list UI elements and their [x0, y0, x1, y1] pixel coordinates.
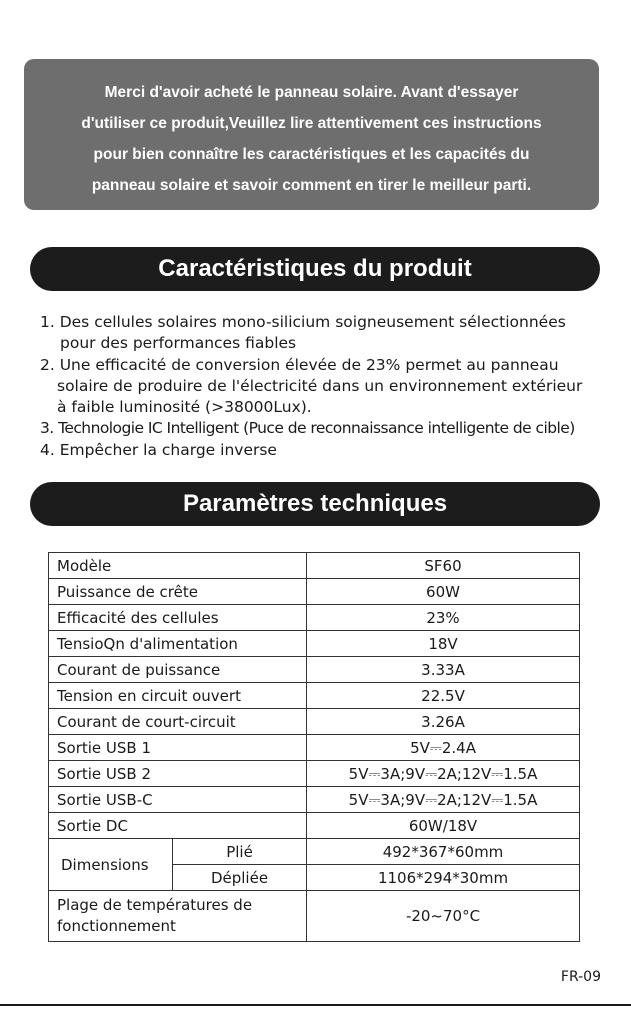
features-heading: Caractéristiques du produit	[30, 247, 600, 291]
temperature-value: -20~70°C	[307, 891, 580, 942]
table-row	[49, 839, 580, 865]
table-row	[49, 683, 580, 709]
dimensions-label: Dimensions	[49, 839, 173, 891]
table-row	[49, 761, 580, 787]
features-list	[40, 312, 615, 461]
table-row	[49, 631, 580, 657]
bottom-divider	[0, 1004, 631, 1006]
intro-line: panneau solaire et savoir comment en tirer le meilleur parti.	[91, 177, 532, 194]
feature-item: 4. Empêcher la charge inverse	[40, 440, 277, 459]
intro-line: Merci d'avoir acheté le panneau solaire. Avant d'essayer	[104, 84, 519, 101]
dimensions-unfolded-label: Dépliée	[173, 865, 307, 891]
spec-label: TensioQn d'alimentation	[49, 631, 307, 657]
table-row	[49, 813, 580, 839]
table-row	[49, 891, 580, 942]
feature-item: 1. Des cellules solaires mono-silicium soigneusement sélectionnées	[40, 313, 566, 331]
specs-table	[48, 552, 580, 942]
spec-value: 60W	[307, 579, 580, 605]
spec-value: 5V⎓3A;9V⎓2A;12V⎓1.5A	[307, 761, 580, 787]
temperature-label-line: Plage de températures de	[57, 896, 253, 914]
spec-label: Sortie USB-C	[49, 787, 307, 813]
feature-item: 2. Une efficacité de conversion élevée de 23% permet au panneau	[40, 355, 559, 374]
spec-label: Puissance de crête	[49, 579, 307, 605]
spec-value: SF60	[307, 553, 580, 579]
spec-value: 23%	[307, 605, 580, 631]
dimensions-folded-value: 492*367*60mm	[307, 839, 580, 865]
intro-line: pour bien connaître les caractéristiques et les capacités du	[93, 146, 530, 163]
spec-label: Sortie USB 2	[49, 761, 307, 787]
table-row	[49, 709, 580, 735]
temperature-label	[49, 891, 307, 942]
table-row	[49, 735, 580, 761]
table-row	[49, 579, 580, 605]
specs-heading: Paramètres techniques	[30, 482, 600, 526]
feature-item-continuation: pour des performances fiables	[60, 334, 297, 353]
spec-label: Sortie USB 1	[49, 735, 307, 761]
spec-label: Tension en circuit ouvert	[49, 683, 307, 709]
feature-item-continuation: solaire de produire de l'électricité dans un environnement extérieur	[57, 376, 583, 395]
spec-value: 3.26A	[307, 709, 580, 735]
intro-line: d'utiliser ce produit,Veuillez lire attentivement ces instructions	[81, 115, 542, 132]
dimensions-unfolded-value: 1106*294*30mm	[307, 865, 580, 891]
table-row	[49, 553, 580, 579]
spec-label: Modèle	[49, 553, 307, 579]
table-row	[49, 787, 580, 813]
spec-value: 5V⎓3A;9V⎓2A;12V⎓1.5A	[307, 787, 580, 813]
feature-item: 3. Technologie IC Intelligent (Puce de reconnaissance intelligente de cible)	[40, 419, 575, 438]
temperature-label-line: fonctionnement	[57, 917, 176, 935]
spec-label: Sortie DC	[49, 813, 307, 839]
page-number: FR-09	[560, 969, 601, 985]
table-row	[49, 605, 580, 631]
intro-notice	[24, 59, 599, 210]
spec-value: 5V⎓2.4A	[307, 735, 580, 761]
spec-value: 60W/18V	[307, 813, 580, 839]
spec-label: Courant de court-circuit	[49, 709, 307, 735]
spec-label: Courant de puissance	[49, 657, 307, 683]
table-row	[49, 657, 580, 683]
feature-item-continuation: à faible luminosité (>38000Lux).	[57, 398, 312, 417]
spec-value: 22.5V	[307, 683, 580, 709]
dimensions-folded-label: Plié	[173, 839, 307, 865]
spec-value: 3.33A	[307, 657, 580, 683]
spec-label: Efficacité des cellules	[49, 605, 307, 631]
spec-value: 18V	[307, 631, 580, 657]
